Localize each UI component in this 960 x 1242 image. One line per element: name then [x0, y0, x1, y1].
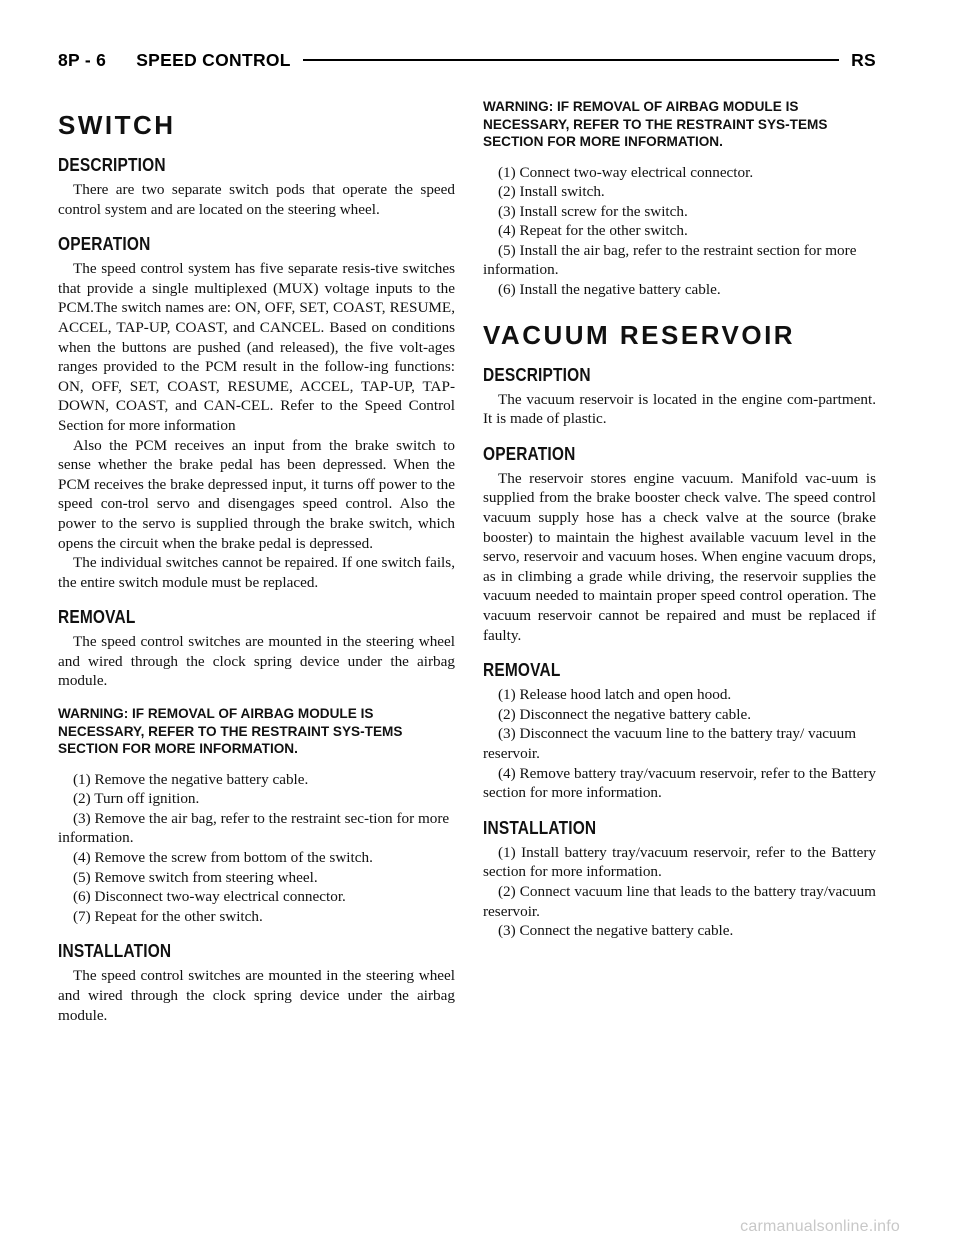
reservoir-installation-heading: INSTALLATION: [483, 817, 597, 838]
reservoir-removal-heading: REMOVAL: [483, 660, 561, 681]
right-column: [483, 98, 876, 941]
switch-description-heading: DESCRIPTION: [58, 155, 166, 175]
vacuum-reservoir-title: VACUUM RESERVOIR: [483, 319, 796, 350]
watermark: carmanualsonline.info: [740, 1218, 900, 1235]
page-header: [58, 46, 876, 74]
reservoir-installation-step: (2) Connect vacuum line that leads to the battery tray/vacuum reservoir.: [483, 882, 876, 920]
switch-installation-step: (3) Install screw for the switch.: [498, 202, 688, 220]
reservoir-description-heading: DESCRIPTION: [483, 364, 591, 385]
switch-installation-step: (2) Install switch.: [498, 183, 605, 201]
reservoir-installation-step: (1) Install battery tray/vacuum reservoir, refer to the Battery section for more information.: [483, 843, 876, 881]
switch-removal-warning: WARNING: IF REMOVAL OF AIRBAG MODULE IS NECESSARY, REFER TO THE RESTRAINT SYS-TEMS SECTION FOR MORE INFORMATION.: [58, 706, 403, 757]
model-code: RS: [851, 49, 876, 70]
switch-operation-text-1: The speed control system has five separate resis-tive switches that provide a single multiplexed (MUX) voltage inputs to the PCM.The switch names are: ON, OFF, SET, COAST, RESUME, ACCEL, TAP-UP, COAST, and CANCEL. Based on conditions when the buttons are pushed (and released), the five volt-ages ranges provided to the PCM result in the follow-ing functions: ON, OFF, SET, COAST, RESUME, ACCEL, TAP-UP, TAP-DOWN, COAST, and CAN-CEL. Refer to the Speed Control Section for more information: [58, 260, 455, 434]
header-rule: [303, 59, 839, 61]
reservoir-removal-step: (4) Remove battery tray/vacuum reservoir, refer to the Battery section for more information.: [483, 764, 876, 802]
section-title: SPEED CONTROL: [136, 49, 291, 70]
reservoir-installation-step: (3) Connect the negative battery cable.: [498, 922, 734, 940]
switch-operation-text-2: Also the PCM receives an input from the brake switch to sense whether the brake pedal has been depressed. When the PCM receives the brake depressed input, it turns off power to the speed con-trol servo and disengages speed control. Also the power to the servo is supplied through the brake switch, which opens the circuit when the brake pedal is depressed.: [58, 436, 455, 552]
switch-removal-step: (7) Repeat for the other switch.: [73, 907, 263, 925]
left-column: [58, 98, 455, 1025]
reservoir-removal-step: (3) Disconnect the vacuum line to the battery tray/ vacuum reservoir.: [483, 725, 857, 762]
switch-title: SWITCH: [58, 110, 176, 140]
switch-installation-step: (4) Repeat for the other switch.: [498, 222, 688, 240]
page-number: 8P - 6: [58, 49, 107, 70]
reservoir-description-text: The vacuum reservoir is located in the engine com-partment. It is made of plastic.: [483, 390, 876, 428]
reservoir-removal-step: (1) Release hood latch and open hood.: [498, 686, 732, 704]
switch-description-text: There are two separate switch pods that operate the speed control system and are located on the steering wheel.: [58, 181, 455, 218]
switch-removal-step: (1) Remove the negative battery cable.: [73, 770, 309, 788]
switch-installation-step: (1) Connect two-way electrical connector.: [498, 163, 754, 181]
switch-installation-warning: WARNING: IF REMOVAL OF AIRBAG MODULE IS NECESSARY, REFER TO THE RESTRAINT SYS-TEMS SECTION FOR MORE INFORMATION.: [483, 99, 828, 149]
switch-installation-step: (6) Install the negative battery cable.: [498, 281, 721, 299]
switch-installation-heading: INSTALLATION: [58, 941, 172, 962]
switch-removal-step: (5) Remove switch from steering wheel.: [73, 868, 318, 886]
reservoir-operation-text: The reservoir stores engine vacuum. Manifold vac-uum is supplied from the brake booster check valve. The speed control vacuum supply hose has a check valve at the source (brake booster) to maintain the highest available vacuum level in the servo, reservoir and vacuum hoses. When engine vacuum drops, as in climbing a grade while driving, the reservoir supplies the vacuum needed to maintain proper speed control operation. The vacuum reservoir cannot be repaired and must be replaced if faulty.: [483, 469, 876, 644]
switch-removal-intro: The speed control switches are mounted in the steering wheel and wired through the clock spring device under the airbag module.: [58, 633, 455, 690]
switch-removal-heading: REMOVAL: [58, 607, 136, 628]
switch-installation-step: (5) Install the air bag, refer to the restraint section for more information.: [483, 241, 857, 279]
switch-removal-step: (2) Turn off ignition.: [73, 790, 200, 808]
reservoir-operation-heading: OPERATION: [483, 443, 576, 464]
switch-removal-step: (4) Remove the screw from bottom of the switch.: [73, 848, 373, 866]
switch-removal-step: (6) Disconnect two-way electrical connector.: [73, 888, 346, 906]
switch-removal-step: (3) Remove the air bag, refer to the restraint sec-tion for more information.: [58, 809, 450, 847]
reservoir-removal-step: (2) Disconnect the negative battery cable.: [498, 705, 752, 723]
switch-installation-intro: The speed control switches are mounted in the steering wheel and wired through the clock spring device under the airbag module.: [58, 967, 455, 1024]
switch-operation-heading: OPERATION: [58, 234, 151, 255]
switch-operation-text-3: The individual switches cannot be repaired. If one switch fails, the entire switch module must be replaced.: [58, 554, 455, 591]
